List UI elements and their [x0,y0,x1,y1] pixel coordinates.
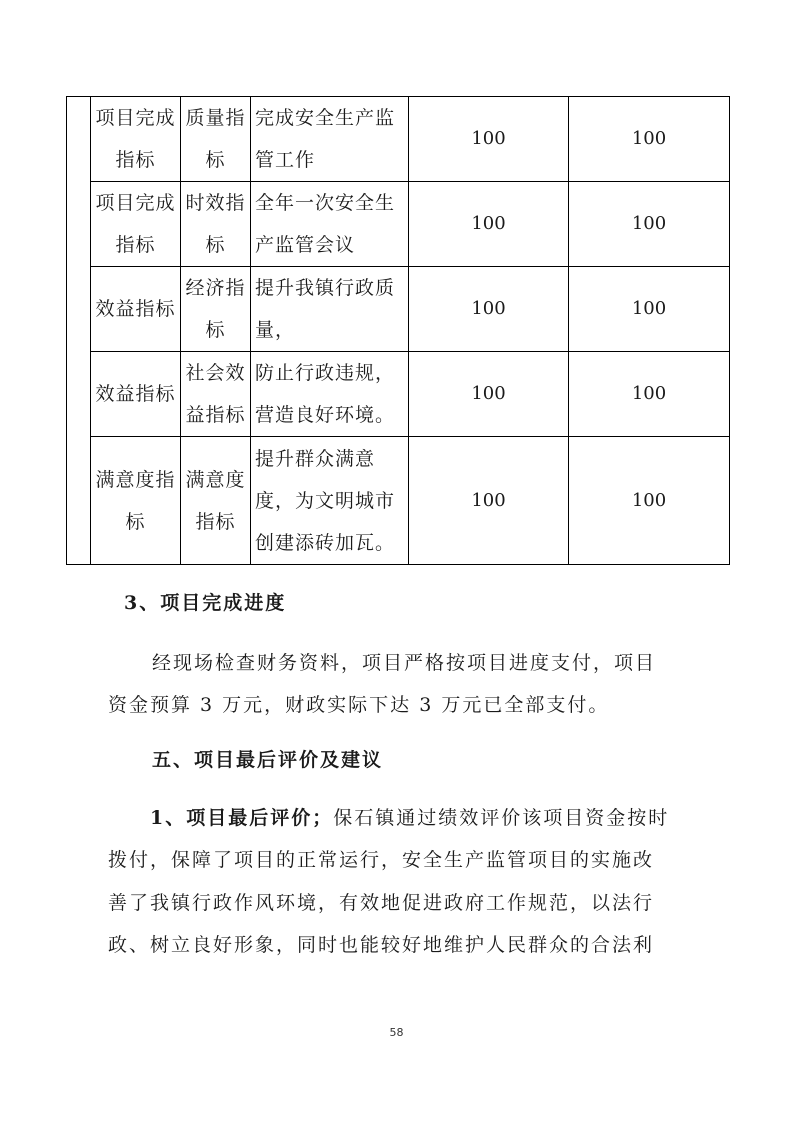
subcategory-cell: 质量指标 [181,97,251,182]
table-row [67,437,730,565]
section-3-paragraph-line-2: 资金预算 3 万元，财政实际下达 3 万元已全部支付。 [108,694,610,716]
category-cell: 项目完成指标 [91,97,181,182]
actual-value-cell: 100 [569,182,730,267]
evaluation-line-1-text: 保石镇通过绩效评价该项目资金按时 [333,807,670,829]
performance-metrics-table [66,96,730,565]
subcategory-cell: 满意度指标 [181,437,251,565]
subcategory-cell: 社会效益指标 [181,352,251,437]
evaluation-subheading: 1、项目最后评价； [150,807,334,829]
actual-value-cell: 100 [569,97,730,182]
description-cell: 提升群众满意度，为文明城市创建添砖加瓦。 [251,437,409,565]
description-cell: 防止行政违规，营造良好环境。 [251,352,409,437]
target-value-cell: 100 [409,352,569,437]
evaluation-line-1 [150,803,669,830]
actual-value-cell: 100 [569,267,730,352]
description-cell: 完成安全生产监管工作 [251,97,409,182]
table-row [67,97,730,182]
category-cell: 项目完成指标 [91,182,181,267]
subcategory-cell: 时效指标 [181,182,251,267]
table-row [67,182,730,267]
category-cell: 效益指标 [91,267,181,352]
actual-value-cell: 100 [569,352,730,437]
actual-value-cell: 100 [569,437,730,565]
category-cell: 效益指标 [91,352,181,437]
section-3-paragraph-line-1: 经现场检查财务资料，项目严格按项目进度支付，项目 [152,652,657,674]
page-number: 58 [389,1026,404,1039]
description-cell: 全年一次安全生产监管会议 [251,182,409,267]
target-value-cell: 100 [409,97,569,182]
target-value-cell: 100 [409,267,569,352]
category-cell: 满意度指标 [91,437,181,565]
evaluation-line-2: 拨付，保障了项目的正常运行，安全生产监管项目的实施改 [108,849,655,871]
section-3-heading: 3、项目完成进度 [124,592,287,614]
section-5-heading: 五、项目最后评价及建议 [152,749,384,771]
merged-left-cell [67,97,91,565]
target-value-cell: 100 [409,437,569,565]
table-row [67,267,730,352]
description-cell: 提升我镇行政质量， [251,267,409,352]
table-row [67,352,730,437]
evaluation-line-4: 政、树立良好形象，同时也能较好地维护人民群众的合法利 [108,934,655,956]
evaluation-line-3: 善了我镇行政作风环境，有效地促进政府工作规范，以法行 [108,892,655,914]
subcategory-cell: 经济指标 [181,267,251,352]
target-value-cell: 100 [409,182,569,267]
